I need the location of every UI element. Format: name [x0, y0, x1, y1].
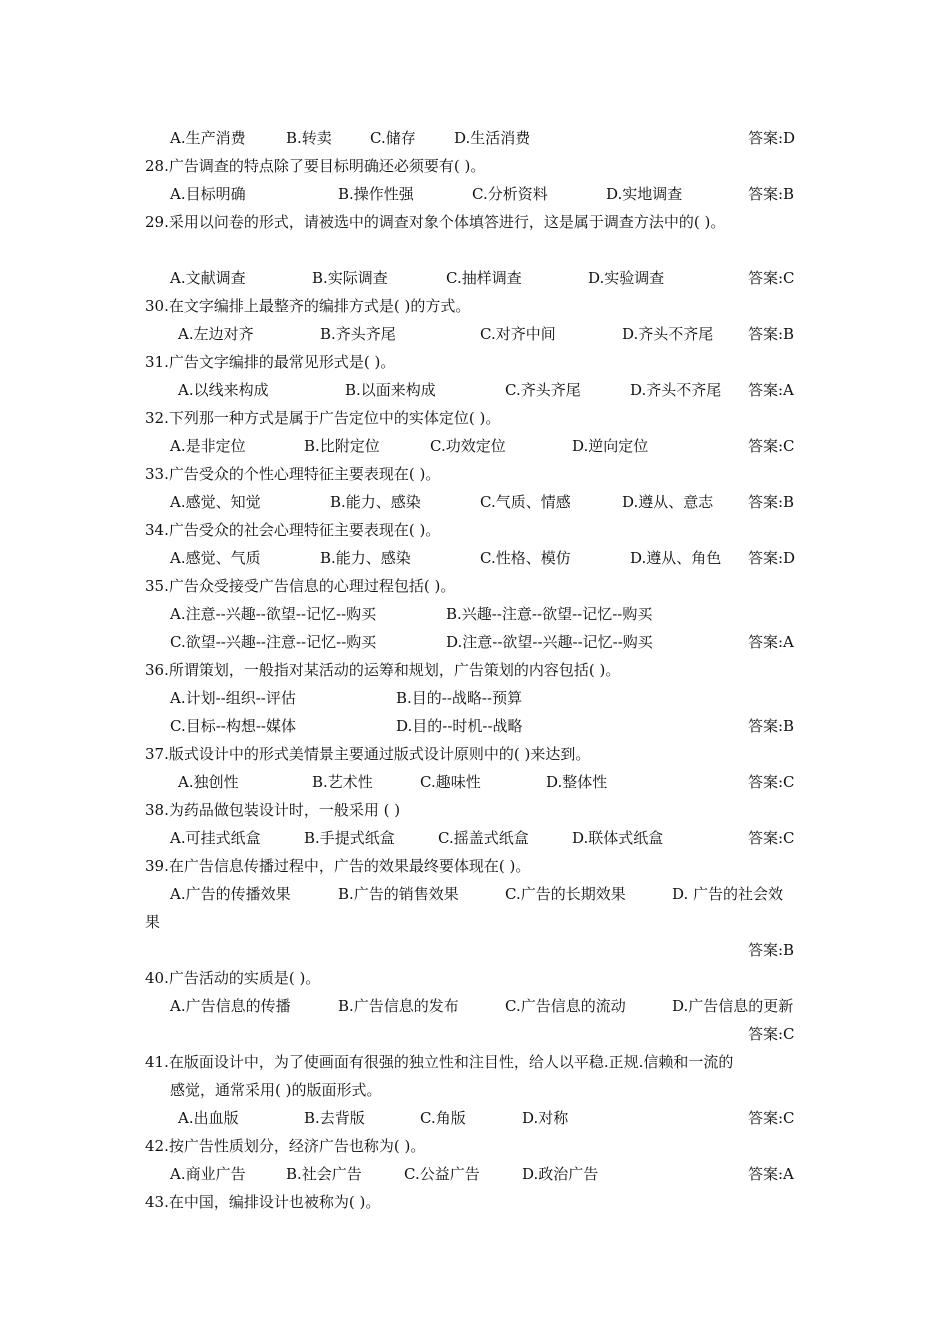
answer-key: 答案:B	[748, 493, 795, 511]
answer-key: 答案:C	[748, 437, 795, 455]
answer-option: A.注意--兴趣--欲望--记忆--购买	[170, 605, 377, 623]
answer-option: A.感觉、知觉	[170, 493, 261, 511]
answer-option: D.政治广告	[522, 1165, 599, 1183]
answer-option: D.齐头不齐尾	[622, 325, 714, 343]
answer-option: D.遵从、角色	[630, 549, 722, 567]
answer-option: B.手提式纸盒	[304, 829, 395, 847]
question-text: 37.版式设计中的形式美情景主要通过版式设计原则中的( )来达到。	[145, 745, 591, 763]
answer-option: C.公益广告	[404, 1165, 480, 1183]
answer-option: A.计划--组织--评估	[170, 689, 296, 707]
answer-option: B.能力、感染	[320, 549, 411, 567]
answer-option: C.储存	[370, 129, 416, 147]
answer-option: D.生活消费	[454, 129, 531, 147]
answer-option: D.注意--欲望--兴趣--记忆--购买	[446, 633, 653, 651]
answer-option: C.对齐中间	[480, 325, 556, 343]
answer-option: A.独创性	[178, 773, 239, 791]
answer-option: C.趣味性	[420, 773, 481, 791]
answer-option: C.抽样调查	[446, 269, 522, 287]
answer-option: B.以面来构成	[345, 381, 436, 399]
text-line: 果	[145, 913, 161, 931]
answer-option: D.广告信息的更新	[672, 997, 794, 1015]
answer-option: C.角版	[420, 1109, 466, 1127]
question-text: 感觉，通常采用( )的版面形式。	[170, 1081, 382, 1099]
answer-option: C.欲望--兴趣--注意--记忆--购买	[170, 633, 377, 651]
answer-option: A.生产消费	[170, 129, 246, 147]
question-text: 34.广告受众的社会心理特征主要表现在( )。	[145, 521, 441, 539]
answer-option: D.对称	[522, 1109, 569, 1127]
answer-option: B.目的--战略--预算	[396, 689, 523, 707]
answer-key: 答案:D	[748, 129, 796, 147]
answer-option: B.艺术性	[312, 773, 373, 791]
question-text: 41.在版面设计中，为了使画面有很强的独立性和注目性，给人以平稳.正规.信赖和一流的	[145, 1053, 734, 1071]
answer-option: B.操作性强	[338, 185, 414, 203]
question-text: 30.在文字编排上最整齐的编排方式是( )的方式。	[145, 297, 471, 315]
answer-option: A.左边对齐	[178, 325, 254, 343]
question-text: 28.广告调查的特点除了要目标明确还必须要有( )。	[145, 157, 486, 175]
question-text: 39.在广告信息传播过程中，广告的效果最终要体现在( )。	[145, 857, 531, 875]
answer-option: C.目标--构想--媒体	[170, 717, 296, 735]
answer-option: B.社会广告	[286, 1165, 362, 1183]
answer-key: 答案:B	[748, 941, 795, 959]
answer-option: D.整体性	[546, 773, 608, 791]
answer-option: D.目的--时机--战略	[396, 717, 523, 735]
answer-key: 答案:B	[748, 185, 795, 203]
answer-key: 答案:C	[748, 1025, 795, 1043]
answer-key: 答案:C	[748, 269, 795, 287]
answer-option: A.商业广告	[170, 1165, 246, 1183]
answer-option: C.性格、模仿	[480, 549, 571, 567]
question-text: 36.所谓策划，一般指对某活动的运筹和规划，广告策划的内容包括( )。	[145, 661, 621, 679]
answer-option: C.广告信息的流动	[505, 997, 626, 1015]
answer-option: B.比附定位	[304, 437, 380, 455]
answer-option: C.摇盖式纸盒	[438, 829, 529, 847]
answer-key: 答案:A	[748, 1165, 794, 1183]
answer-key: 答案:A	[748, 633, 794, 651]
answer-option: B.齐头齐尾	[320, 325, 396, 343]
answer-key: 答案:C	[748, 829, 795, 847]
answer-option: B.能力、感染	[330, 493, 421, 511]
answer-option: A.广告的传播效果	[170, 885, 291, 903]
answer-option: A.是非定位	[170, 437, 246, 455]
answer-option: C.齐头齐尾	[505, 381, 581, 399]
answer-option: C.分析资料	[472, 185, 548, 203]
answer-option: D.联体式纸盒	[572, 829, 664, 847]
question-text: 35.广告众受接受广告信息的心理过程包括( )。	[145, 577, 456, 595]
answer-option: A.可挂式纸盒	[170, 829, 261, 847]
answer-key: 答案:C	[748, 1109, 795, 1127]
answer-option: D. 广告的社会效	[672, 885, 784, 903]
answer-option: D.遵从、意志	[622, 493, 714, 511]
answer-option: B.实际调查	[312, 269, 388, 287]
answer-option: C.功效定位	[430, 437, 506, 455]
answer-option: B.广告的销售效果	[338, 885, 459, 903]
question-text: 31.广告文字编排的最常见形式是( )。	[145, 353, 396, 371]
question-text: 32.下列那一种方式是属于广告定位中的实体定位( )。	[145, 409, 501, 427]
answer-option: A.感觉、气质	[170, 549, 261, 567]
answer-option: B.去背版	[304, 1109, 365, 1127]
answer-option: B.广告信息的发布	[338, 997, 459, 1015]
answer-option: C.广告的长期效果	[505, 885, 626, 903]
answer-option: A.出血版	[178, 1109, 239, 1127]
answer-option: D.实验调查	[588, 269, 665, 287]
question-text: 29.采用以问卷的形式，请被选中的调查对象个体填答进行，这是属于调查方法中的( )。	[145, 213, 726, 231]
answer-option: A.目标明确	[170, 185, 246, 203]
question-text: 38.为药品做包装设计时，一般采用 ( )	[145, 801, 401, 819]
answer-option: A.以线来构成	[178, 381, 269, 399]
answer-option: B.转卖	[286, 129, 332, 147]
answer-option: A.文献调查	[170, 269, 246, 287]
question-text: 43.在中国，编排设计也被称为( )。	[145, 1193, 381, 1211]
answer-key: 答案:D	[748, 549, 796, 567]
answer-key: 答案:B	[748, 325, 795, 343]
answer-key: 答案:B	[748, 717, 795, 735]
answer-option: D.齐头不齐尾	[630, 381, 722, 399]
answer-option: D.实地调查	[606, 185, 683, 203]
answer-option: B.兴趣--注意--欲望--记忆--购买	[446, 605, 653, 623]
answer-option: C.气质、情感	[480, 493, 571, 511]
question-text: 42.按广告性质划分，经济广告也称为( )。	[145, 1137, 426, 1155]
answer-option: D.逆向定位	[572, 437, 649, 455]
answer-key: 答案:A	[748, 381, 794, 399]
question-text: 33.广告受众的个性心理特征主要表现在( )。	[145, 465, 441, 483]
answer-key: 答案:C	[748, 773, 795, 791]
question-text: 40.广告活动的实质是( )。	[145, 969, 321, 987]
answer-option: A.广告信息的传播	[170, 997, 291, 1015]
